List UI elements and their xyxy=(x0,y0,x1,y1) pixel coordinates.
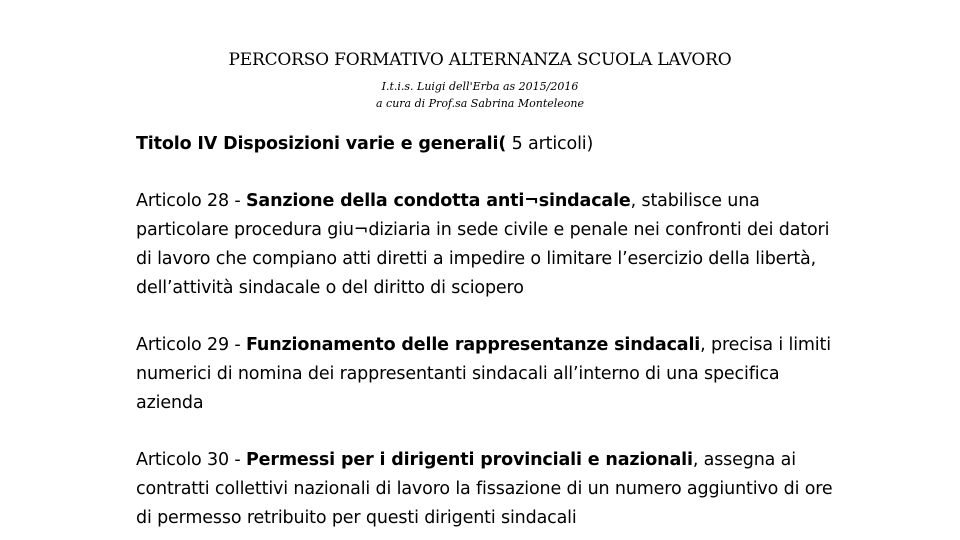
article-30 xyxy=(136,446,836,533)
section-heading-bold: Titolo IV Disposizioni varie e generali( xyxy=(136,134,507,154)
article-number: Articolo 29 - xyxy=(136,335,246,355)
author-subtitle: a cura di Prof.sa Sabrina Monteleone xyxy=(375,97,585,110)
article-name: Permessi per i dirigenti provinciali e nazionali xyxy=(245,450,693,470)
article-number: Articolo 30 - xyxy=(136,450,246,470)
page-title: PERCORSO FORMATIVO ALTERNANZA SCUOLA LAVORO xyxy=(228,50,732,70)
article-text: , assegna ai contratti collettivi nazionali di lavoro la fissazione di un numero aggiuntivo di ore di permesso retribuito per questi dirigenti sindacali xyxy=(136,450,833,528)
article-text: , stabilisce una particolare procedura giu¬diziaria in sede civile e penale nei confronti dei datori di lavoro che compiano atti diretti a impedire o limitare l’esercizio della libertà, dell’attività sindacale o del diritto di sciopero xyxy=(136,191,830,298)
article-28 xyxy=(136,187,836,303)
article-number: Articolo 28 - xyxy=(136,191,246,211)
section-heading-rest: 5 articoli) xyxy=(506,134,594,154)
article-name: Funzionamento delle rappresentanze sindacali xyxy=(245,335,701,355)
article-29 xyxy=(136,331,836,418)
article-name: Sanzione della condotta anti¬sindacale xyxy=(245,191,631,211)
school-subtitle: I.t.i.s. Luigi dell'Erba as 2015/2016 xyxy=(381,80,579,93)
section-heading xyxy=(136,130,836,159)
article-text: , precisa i limiti numerici di nomina dei rappresentanti sindacali all’interno di una specifica azienda xyxy=(136,335,831,413)
